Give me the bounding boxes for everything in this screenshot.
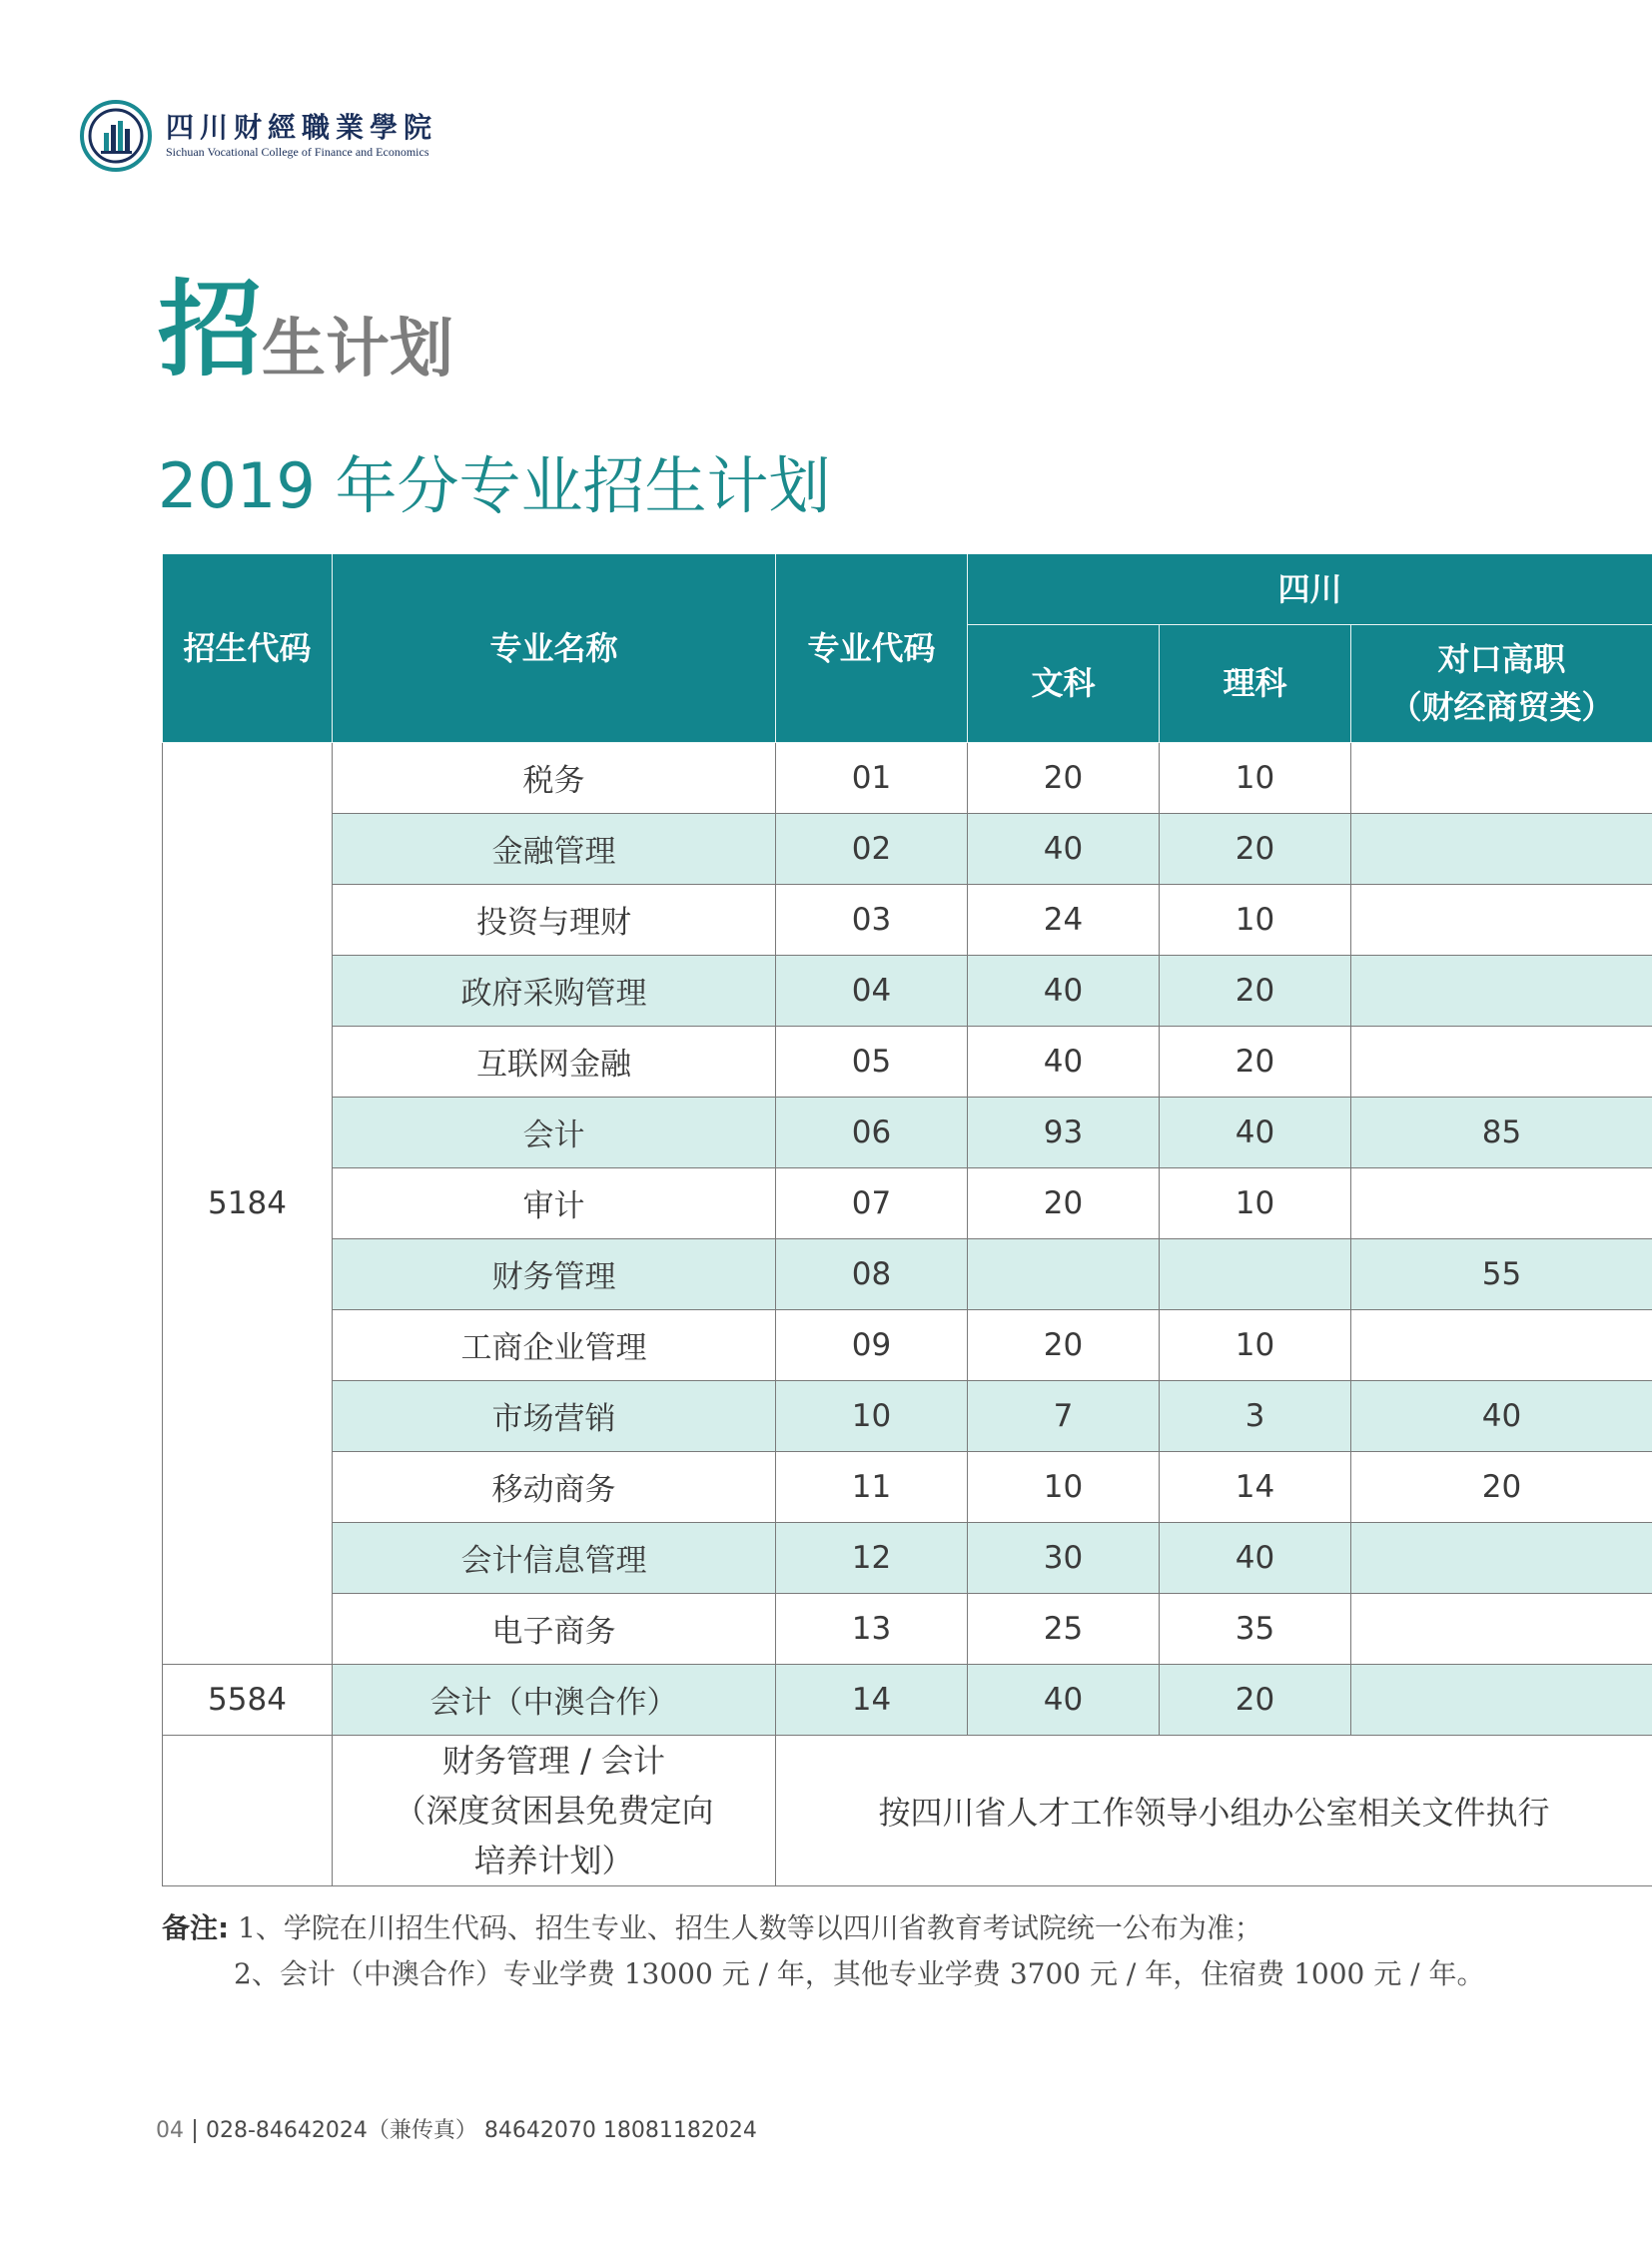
remarks [162, 1905, 1485, 1997]
table-row [163, 1097, 1652, 1167]
header-arts: 文科 [968, 624, 1160, 742]
arts-cell: 40 [968, 813, 1160, 884]
special-note-cell: 按四川省人才工作领导小组办公室相关文件执行 [776, 1735, 1652, 1885]
arts-cell: 40 [968, 955, 1160, 1026]
major-code-cell: 08 [776, 1238, 968, 1309]
header-enroll-code: 招生代码 [163, 554, 333, 742]
vocational-cell: 55 [1351, 1238, 1652, 1309]
vocational-cell [1351, 742, 1652, 813]
major-name-cell: 市场营销 [333, 1380, 776, 1451]
science-cell: 10 [1160, 884, 1351, 955]
footer-divider [194, 2119, 196, 2143]
major-code-cell: 04 [776, 955, 968, 1026]
table-row [163, 884, 1652, 955]
header-vocational-line1: 对口高职 [1437, 640, 1566, 678]
enrollment-plan-table [162, 554, 1652, 1886]
header-region: 四川 [968, 554, 1652, 624]
section-title-first-char: 招 [158, 269, 263, 390]
science-cell: 10 [1160, 742, 1351, 813]
header-major-name: 专业名称 [333, 554, 776, 742]
table-row [163, 1309, 1652, 1380]
arts-cell [968, 1238, 1160, 1309]
table-row [163, 1380, 1652, 1451]
vocational-cell [1351, 884, 1652, 955]
arts-cell: 20 [968, 1167, 1160, 1238]
arts-cell: 30 [968, 1522, 1160, 1593]
enroll-code-cell: 5184 [163, 742, 333, 1664]
vocational-cell [1351, 1309, 1652, 1380]
major-name-cell: 财务管理 [333, 1238, 776, 1309]
table-row [163, 1451, 1652, 1522]
major-name-cell: 电子商务 [333, 1593, 776, 1664]
header-vocational [1351, 624, 1652, 742]
major-code-cell: 11 [776, 1451, 968, 1522]
table-row [163, 1522, 1652, 1593]
college-name-en: Sichuan Vocational College of Finance and Economics [166, 145, 429, 159]
major-name-cell: 税务 [333, 742, 776, 813]
header-science: 理科 [1160, 624, 1351, 742]
science-cell: 10 [1160, 1167, 1351, 1238]
science-cell: 14 [1160, 1451, 1351, 1522]
table-row [163, 1735, 1652, 1885]
vocational-cell [1351, 955, 1652, 1026]
arts-cell: 93 [968, 1097, 1160, 1167]
science-cell: 20 [1160, 1664, 1351, 1735]
special-name-line2: （深度贫困县免费定向 [394, 1791, 714, 1830]
major-name-cell: 审计 [333, 1167, 776, 1238]
header-major-code: 专业代码 [776, 554, 968, 742]
major-name-cell: 互联网金融 [333, 1026, 776, 1097]
header-vocational-line2: （财经商贸类） [1389, 688, 1614, 726]
vocational-cell: 85 [1351, 1097, 1652, 1167]
major-name-cell: 投资与理财 [333, 884, 776, 955]
major-code-cell: 07 [776, 1167, 968, 1238]
major-name-cell: 工商企业管理 [333, 1309, 776, 1380]
arts-cell: 25 [968, 1593, 1160, 1664]
arts-cell: 20 [968, 1309, 1160, 1380]
enroll-code-cell [163, 1735, 333, 1885]
table-row [163, 1238, 1652, 1309]
remarks-line1: 1、学院在川招生代码、招生专业、招生人数等以四川省教育考试院统一公布为准； [238, 1911, 1262, 1944]
major-name-cell: 会计（中澳合作） [333, 1664, 776, 1735]
remarks-label: 备注: [162, 1911, 230, 1944]
major-code-cell: 06 [776, 1097, 968, 1167]
vocational-cell: 20 [1351, 1451, 1652, 1522]
major-code-cell: 05 [776, 1026, 968, 1097]
page-subtitle: 2019 年分专业招生计划 [158, 449, 831, 522]
science-cell: 40 [1160, 1522, 1351, 1593]
science-cell: 20 [1160, 813, 1351, 884]
major-name-cell: 移动商务 [333, 1451, 776, 1522]
table-row [163, 742, 1652, 813]
arts-cell: 24 [968, 884, 1160, 955]
college-logo [80, 100, 437, 172]
major-code-cell: 14 [776, 1664, 968, 1735]
science-cell: 20 [1160, 1026, 1351, 1097]
major-name-cell: 会计 [333, 1097, 776, 1167]
vocational-cell [1351, 1664, 1652, 1735]
vocational-cell [1351, 1522, 1652, 1593]
science-cell [1160, 1238, 1351, 1309]
major-code-cell: 10 [776, 1380, 968, 1451]
science-cell: 20 [1160, 955, 1351, 1026]
vocational-cell [1351, 1026, 1652, 1097]
vocational-cell [1351, 1167, 1652, 1238]
section-title-rest: 生计划 [262, 313, 454, 386]
page-number: 04 [156, 2118, 184, 2143]
vocational-cell: 40 [1351, 1380, 1652, 1451]
vocational-cell [1351, 1593, 1652, 1664]
major-code-cell: 03 [776, 884, 968, 955]
college-emblem-icon [80, 100, 152, 172]
major-name-cell: 政府采购管理 [333, 955, 776, 1026]
remarks-line2: 2、会计（中澳合作）专业学费 13000 元 / 年，其他专业学费 3700 元 / 年，住宿费 1000 元 / 年。 [234, 1957, 1485, 1990]
major-code-cell: 01 [776, 742, 968, 813]
college-name-cn: 四川财經職業學院 [166, 111, 438, 144]
footer-contact: 028-84642024（兼传真） 84642070 18081182024 [206, 2118, 757, 2143]
arts-cell: 40 [968, 1664, 1160, 1735]
science-cell: 40 [1160, 1097, 1351, 1167]
table-row [163, 1026, 1652, 1097]
major-name-cell: 金融管理 [333, 813, 776, 884]
science-cell: 10 [1160, 1309, 1351, 1380]
arts-cell: 7 [968, 1380, 1160, 1451]
arts-cell: 40 [968, 1026, 1160, 1097]
table-row [163, 1593, 1652, 1664]
major-code-cell: 13 [776, 1593, 968, 1664]
arts-cell: 20 [968, 742, 1160, 813]
special-name-line1: 财务管理 / 会计 [441, 1741, 666, 1780]
science-cell: 35 [1160, 1593, 1351, 1664]
major-code-cell: 12 [776, 1522, 968, 1593]
arts-cell: 10 [968, 1451, 1160, 1522]
table-row [163, 955, 1652, 1026]
table-row [163, 813, 1652, 884]
table-row [163, 1664, 1652, 1735]
major-name-cell: 会计信息管理 [333, 1522, 776, 1593]
major-name-cell [333, 1735, 776, 1885]
vocational-cell [1351, 813, 1652, 884]
enroll-code-cell: 5584 [163, 1664, 333, 1735]
special-name-line3: 培养计划） [473, 1841, 634, 1879]
table-row [163, 1167, 1652, 1238]
major-code-cell: 09 [776, 1309, 968, 1380]
science-cell: 3 [1160, 1380, 1351, 1451]
page-footer [156, 2113, 757, 2144]
major-code-cell: 02 [776, 813, 968, 884]
section-title [158, 269, 454, 390]
